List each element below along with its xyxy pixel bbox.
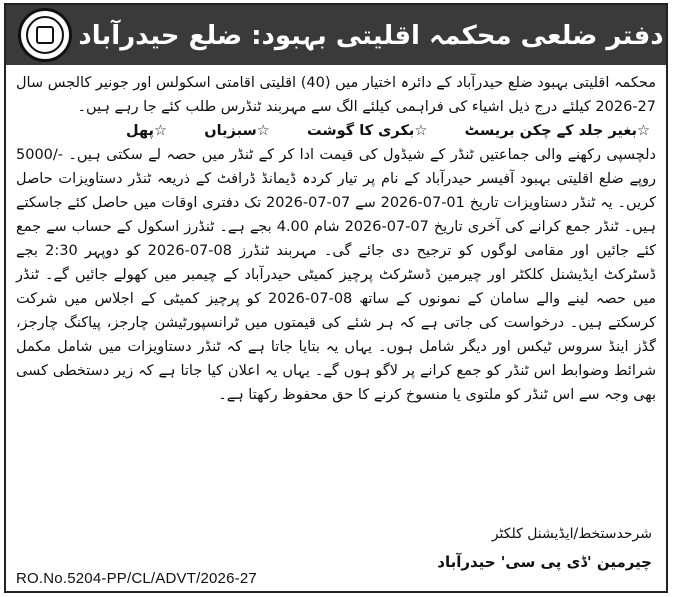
seal-emblem [26,16,64,54]
items-list [16,119,656,143]
intro-paragraph: محکمہ اقلیتی بہبود ضلع حیدرآباد کے دائرہ اختیار میں (40) اقلیتی اقامتی اسکولس اور جونیر کالجس سال 27-2026 کیلئے درج ذیل اشیاء کی فراہمی کیلئے الگ سے مہربند ٹنڈرس طلب کئے جا رہے ہیں۔ [16,75,656,115]
signature-line: شرحدستخط/ایڈیشنل کلکٹر [491,526,652,542]
item-goat-meat: ☆بکری کا گوشت [307,123,428,139]
header-band [6,5,666,65]
item-fruits: ☆پھل [126,123,167,139]
item-vegetables: ☆سبزیاں [204,123,270,139]
government-seal-icon [18,8,72,62]
notice-title: دفتر ضلعی محکمہ اقلیتی بہبود: ضلع حیدرآباد [78,21,664,51]
notice-body [16,71,656,407]
item-chicken-breast: ☆بغیر جلد کے چکن بریسٹ [464,123,650,139]
details-paragraph: دلچسپی رکھنے والی جماعتیں ٹنڈر کے شیڈول کی قیمت ادا کر کے ٹنڈر میں حصہ لے سکتی ہیں۔ -/5000 روپے ضلع اقلیتی بہبود آفیسر حیدرآباد کے نام پر تیار کردہ ڈیمانڈ ڈرافٹ کے ذریعہ ٹنڈر دستاویزات حاصل کریں۔ یہ ٹنڈر دستاویزات تاریخ 01-07-2026 سے 07-07-2026 تک دفتری اوقات میں حاصل کئے جاسکتے ہیں۔ ٹنڈر جمع کرانے کی آخری تاریخ 07-07-2026 شام 4.00 بجے ہے۔ ٹنڈرز اسکول کے حساب سے جمع کئے جائیں اور مقامی لوگوں کو ترجیح دی جائے گی۔ مہربند ٹنڈرز 08-07-2026 کو دوپہر 2:30 بجے ڈسٹرکٹ ایڈیشنل کلکٹر اور چیرمین ڈسٹرکٹ پرچیز کمیٹی حیدرآباد کے چیمبر میں کھولے جائیں گے۔ ٹنڈر میں حصہ لینے والے سامان کے نمونوں کے ساتھ 08-07-2026 کو پرچیز کمیٹی کے اجلاس میں شرکت کرسکتے ہیں۔ درخواست کی جاتی ہے کہ ہر شئے کی قیمتوں میں ٹرانسپورٹیشن چارجز، پیاکنگ چارجز، گڈز اینڈ سروس ٹیکس اور دیگر شامل ہوں۔ یہاں یہ بتایا جاتا ہے کہ ٹنڈر دستاویزات میں شامل مکمل شرائط وضوابط اس ٹنڈر کو جمع کرانے پر لاگو ہوں گے۔ یہاں یہ اعلان کیا جاتا ہے کہ زیر دستخطی کسی بھی وجہ سے اس ٹنڈر کو ملتوی یا منسوخ کرنے کا حق محفوظ رکھتا ہے۔ [16,147,657,403]
ro-number: RO.No.5204-PP/CL/ADVT/2026-27 [16,570,257,587]
signature-block [437,523,652,573]
signature-title: چیرمین 'ڈی پی سی' حیدرآباد [437,553,652,571]
tender-notice [4,3,668,593]
